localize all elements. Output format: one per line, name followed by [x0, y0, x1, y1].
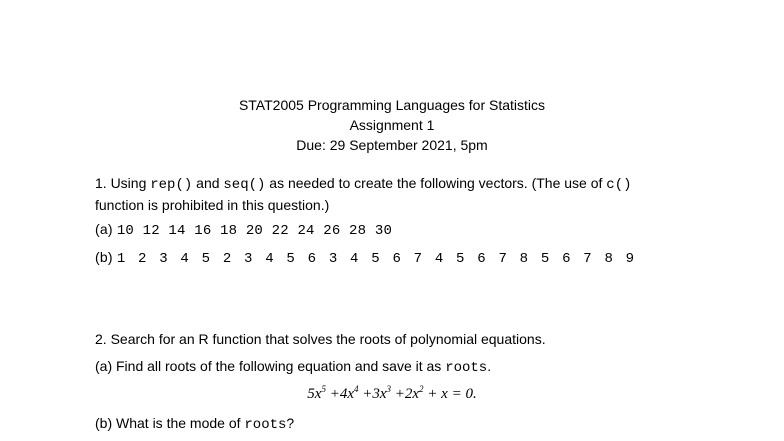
question-1 — [95, 173, 687, 215]
code-c: c() — [606, 177, 632, 193]
code-seq: seq() — [223, 177, 266, 193]
due-date: Due: 29 September 2021, 5pm — [296, 137, 488, 153]
code-roots-b: roots — [244, 417, 287, 433]
code-rep: rep() — [150, 177, 193, 193]
part-b-vector: 1 2 3 4 5 2 3 4 5 6 3 4 5 6 7 4 5 6 7 8 5 6 7 8 9 — [116, 251, 635, 267]
part-a-vector: 10 12 14 16 18 20 22 24 26 28 30 — [116, 223, 393, 239]
question-2-part-b: (b) What is the mode of roots? — [95, 415, 295, 433]
question-1-part-a — [95, 219, 392, 241]
part-a-label: (a) — [95, 221, 113, 237]
question-2-part-a: (a) Find all roots of the following equation and save it as roots. — [95, 358, 492, 376]
question-1-part-b — [95, 247, 634, 269]
assignment-title: Assignment 1 — [349, 117, 435, 133]
part-b-label: (b) — [95, 249, 113, 265]
question-1-line-1: 1. Using rep() and seq() as needed to create the following vectors. (The use of c() — [95, 175, 632, 193]
question-2: 2. Search for an R function that solves the roots of polynomial equations. — [95, 331, 546, 347]
course-title: STAT2005 Programming Languages for Statistics — [238, 97, 546, 113]
code-roots: roots — [445, 360, 488, 376]
polynomial-equation: $5x^5 +4x^4 +3x^3 +2x^2 + x = 0$. — [307, 384, 477, 402]
document-header — [0, 95, 784, 155]
question-1-line-2: function is prohibited in this question.) — [95, 197, 330, 213]
